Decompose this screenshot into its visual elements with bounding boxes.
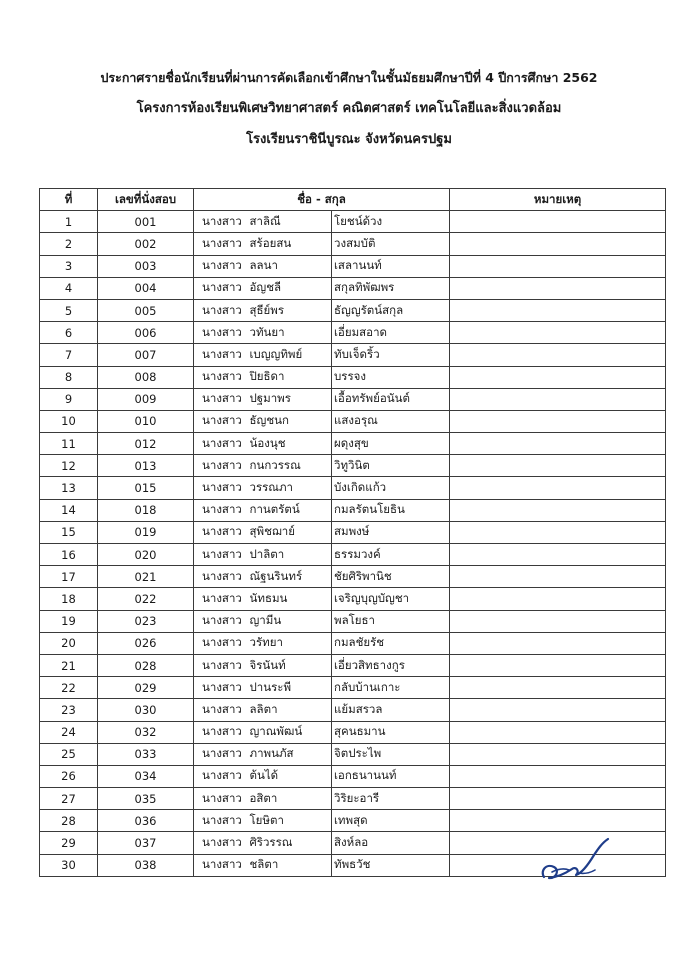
first-name: นัทธมน	[248, 588, 332, 610]
remarks-cell	[450, 366, 666, 388]
table-row	[40, 588, 666, 610]
seat-number: 030	[98, 699, 194, 721]
first-name: ชลิตา	[248, 854, 332, 876]
first-name: อัญชลี	[248, 277, 332, 299]
name-title: นางสาว	[194, 410, 248, 432]
document-header	[0, 62, 698, 155]
row-number: 5	[40, 299, 98, 321]
last-name: วิริยะอารี	[332, 788, 450, 810]
last-name: พลโยธา	[332, 610, 450, 632]
remarks-cell	[450, 499, 666, 521]
seat-number: 023	[98, 610, 194, 632]
first-name: วรรณภา	[248, 477, 332, 499]
name-title: นางสาว	[194, 433, 248, 455]
signature-mark	[538, 833, 610, 887]
first-name: น้องนุช	[248, 433, 332, 455]
remarks-cell	[450, 433, 666, 455]
name-title: นางสาว	[194, 765, 248, 787]
name-title: นางสาว	[194, 366, 248, 388]
name-title: นางสาว	[194, 477, 248, 499]
remarks-cell	[450, 610, 666, 632]
remarks-cell	[450, 344, 666, 366]
header-full-name: ชื่อ - สกุล	[194, 189, 450, 211]
program-name: โครงการห้องเรียนพิเศษวิทยาศาสตร์ คณิตศาสตร์ เทคโนโลยีและสิ่งแวดล้อม	[136, 101, 562, 116]
name-title: นางสาว	[194, 743, 248, 765]
remarks-cell	[450, 233, 666, 255]
first-name: วรัทยา	[248, 632, 332, 654]
name-title: นางสาว	[194, 788, 248, 810]
remarks-cell	[450, 211, 666, 233]
table-row	[40, 654, 666, 676]
seat-number: 038	[98, 854, 194, 876]
first-name: ปฐมาพร	[248, 388, 332, 410]
name-title: นางสาว	[194, 233, 248, 255]
first-name: อสิตา	[248, 788, 332, 810]
table-body	[40, 211, 666, 877]
table-row	[40, 477, 666, 499]
first-name: ญาณพัฒน์	[248, 721, 332, 743]
seat-number: 033	[98, 743, 194, 765]
last-name: เอี่ยวสิทธางกูร	[332, 654, 450, 676]
student-roster-table	[39, 188, 666, 877]
table-row	[40, 322, 666, 344]
remarks-cell	[450, 699, 666, 721]
seat-number: 035	[98, 788, 194, 810]
remarks-cell	[450, 743, 666, 765]
remarks-cell	[450, 765, 666, 787]
remarks-cell	[450, 477, 666, 499]
first-name: ปิยธิดา	[248, 366, 332, 388]
name-title: นางสาว	[194, 211, 248, 233]
remarks-cell	[450, 788, 666, 810]
table-row	[40, 499, 666, 521]
last-name: วิทูวินิต	[332, 455, 450, 477]
last-name: เทพสุด	[332, 810, 450, 832]
first-name: เบญญทิพย์	[248, 344, 332, 366]
row-number: 11	[40, 433, 98, 455]
last-name: ทัพธวัช	[332, 854, 450, 876]
first-name: ธัญชนก	[248, 410, 332, 432]
first-name: สาลิณี	[248, 211, 332, 233]
remarks-cell	[450, 654, 666, 676]
seat-number: 029	[98, 677, 194, 699]
last-name: บรรจง	[332, 366, 450, 388]
last-name: จิตประไพ	[332, 743, 450, 765]
table-row	[40, 677, 666, 699]
remarks-cell	[450, 632, 666, 654]
last-name: เอกธนานนท์	[332, 765, 450, 787]
table-row	[40, 721, 666, 743]
remarks-cell	[450, 299, 666, 321]
first-name: ภาพนภัส	[248, 743, 332, 765]
row-number: 8	[40, 366, 98, 388]
row-number: 1	[40, 211, 98, 233]
last-name: ธัญญรัตน์สกุล	[332, 299, 450, 321]
last-name: ทับเจ็ดริ้ว	[332, 344, 450, 366]
row-number: 15	[40, 521, 98, 543]
name-title: นางสาว	[194, 544, 248, 566]
first-name: ณัฐนรินทร์	[248, 566, 332, 588]
seat-number: 037	[98, 832, 194, 854]
table-row	[40, 521, 666, 543]
last-name: ผดุงสุข	[332, 433, 450, 455]
row-number: 20	[40, 632, 98, 654]
seat-number: 003	[98, 255, 194, 277]
seat-number: 007	[98, 344, 194, 366]
table-row	[40, 743, 666, 765]
name-title: นางสาว	[194, 455, 248, 477]
remarks-cell	[450, 521, 666, 543]
seat-number: 019	[98, 521, 194, 543]
name-title: นางสาว	[194, 588, 248, 610]
row-number: 26	[40, 765, 98, 787]
last-name: กมลรัตนโยธิน	[332, 499, 450, 521]
name-title: นางสาว	[194, 344, 248, 366]
seat-number: 028	[98, 654, 194, 676]
row-number: 25	[40, 743, 98, 765]
first-name: วทันยา	[248, 322, 332, 344]
first-name: จิรนันท์	[248, 654, 332, 676]
first-name: ต้นได้	[248, 765, 332, 787]
last-name: ชัยศิริพานิช	[332, 566, 450, 588]
seat-number: 013	[98, 455, 194, 477]
table-row	[40, 455, 666, 477]
table-header-row	[40, 189, 666, 211]
name-title: นางสาว	[194, 699, 248, 721]
last-name: สิงห์ลอ	[332, 832, 450, 854]
seat-number: 021	[98, 566, 194, 588]
first-name: ลลิตา	[248, 699, 332, 721]
last-name: วงสมบัติ	[332, 233, 450, 255]
seat-number: 009	[98, 388, 194, 410]
last-name: แสงอรุณ	[332, 410, 450, 432]
name-title: นางสาว	[194, 854, 248, 876]
first-name: ปาลิตา	[248, 544, 332, 566]
name-title: นางสาว	[194, 388, 248, 410]
table-row	[40, 255, 666, 277]
name-title: นางสาว	[194, 721, 248, 743]
first-name: ลลนา	[248, 255, 332, 277]
seat-number: 015	[98, 477, 194, 499]
header-remarks: หมายเหตุ	[450, 189, 666, 211]
seat-number: 005	[98, 299, 194, 321]
name-title: นางสาว	[194, 810, 248, 832]
name-title: นางสาว	[194, 255, 248, 277]
seat-number: 018	[98, 499, 194, 521]
table-row	[40, 299, 666, 321]
name-title: นางสาว	[194, 654, 248, 676]
first-name: สร้อยสน	[248, 233, 332, 255]
row-number: 27	[40, 788, 98, 810]
row-number: 16	[40, 544, 98, 566]
table-row	[40, 211, 666, 233]
row-number: 7	[40, 344, 98, 366]
row-number: 28	[40, 810, 98, 832]
first-name: ญามีน	[248, 610, 332, 632]
table-row	[40, 344, 666, 366]
last-name: สุคนธมาน	[332, 721, 450, 743]
table-row	[40, 544, 666, 566]
first-name: โยษิตา	[248, 810, 332, 832]
table-row	[40, 410, 666, 432]
name-title: นางสาว	[194, 566, 248, 588]
seat-number: 002	[98, 233, 194, 255]
remarks-cell	[450, 277, 666, 299]
name-title: นางสาว	[194, 521, 248, 543]
seat-number: 010	[98, 410, 194, 432]
name-title: นางสาว	[194, 677, 248, 699]
last-name: ธรรมวงค์	[332, 544, 450, 566]
remarks-cell	[450, 566, 666, 588]
seat-number: 008	[98, 366, 194, 388]
remarks-cell	[450, 544, 666, 566]
row-number: 12	[40, 455, 98, 477]
first-name: กนกวรรณ	[248, 455, 332, 477]
seat-number: 004	[98, 277, 194, 299]
header-no: ที่	[40, 189, 98, 211]
row-number: 2	[40, 233, 98, 255]
row-number: 17	[40, 566, 98, 588]
name-title: นางสาว	[194, 499, 248, 521]
remarks-cell	[450, 721, 666, 743]
first-name: สุธีย์พร	[248, 299, 332, 321]
row-number: 4	[40, 277, 98, 299]
last-name: กลับบ้านเกาะ	[332, 677, 450, 699]
row-number: 29	[40, 832, 98, 854]
remarks-cell	[450, 388, 666, 410]
row-number: 19	[40, 610, 98, 632]
header-seat-number: เลขที่นั่งสอบ	[98, 189, 194, 211]
row-number: 14	[40, 499, 98, 521]
seat-number: 034	[98, 765, 194, 787]
table-row	[40, 810, 666, 832]
last-name: เจริญบุญบัญชา	[332, 588, 450, 610]
remarks-cell	[450, 588, 666, 610]
remarks-cell	[450, 255, 666, 277]
seat-number: 026	[98, 632, 194, 654]
table-row	[40, 632, 666, 654]
remarks-cell	[450, 410, 666, 432]
last-name: สมพงษ์	[332, 521, 450, 543]
row-number: 9	[40, 388, 98, 410]
seat-number: 020	[98, 544, 194, 566]
seat-number: 036	[98, 810, 194, 832]
table-row	[40, 765, 666, 787]
first-name: ศิริวรรณ	[248, 832, 332, 854]
row-number: 22	[40, 677, 98, 699]
row-number: 23	[40, 699, 98, 721]
first-name: กานตรัตน์	[248, 499, 332, 521]
seat-number: 001	[98, 211, 194, 233]
name-title: นางสาว	[194, 322, 248, 344]
last-name: เอื้อทรัพย์อนันต์	[332, 388, 450, 410]
remarks-cell	[450, 455, 666, 477]
table-row	[40, 233, 666, 255]
table-row	[40, 366, 666, 388]
name-title: นางสาว	[194, 299, 248, 321]
seat-number: 006	[98, 322, 194, 344]
name-title: นางสาว	[194, 277, 248, 299]
seat-number: 012	[98, 433, 194, 455]
table-row	[40, 788, 666, 810]
row-number: 30	[40, 854, 98, 876]
last-name: เสลานนท์	[332, 255, 450, 277]
row-number: 10	[40, 410, 98, 432]
table-row	[40, 277, 666, 299]
first-name: สุพิชฌาย์	[248, 521, 332, 543]
row-number: 3	[40, 255, 98, 277]
row-number: 13	[40, 477, 98, 499]
first-name: ปานระพี	[248, 677, 332, 699]
row-number: 18	[40, 588, 98, 610]
table-row	[40, 699, 666, 721]
last-name: โยชน์ด้วง	[332, 211, 450, 233]
last-name: บังเกิดแก้ว	[332, 477, 450, 499]
name-title: นางสาว	[194, 610, 248, 632]
table-row	[40, 610, 666, 632]
seat-number: 032	[98, 721, 194, 743]
name-title: นางสาว	[194, 632, 248, 654]
row-number: 6	[40, 322, 98, 344]
school-name: โรงเรียนราชินีบูรณะ จังหวัดนครปฐม	[246, 132, 452, 147]
signature-flourish	[552, 869, 595, 873]
table-row	[40, 566, 666, 588]
remarks-cell	[450, 677, 666, 699]
last-name: สกุลทิพัฒพร	[332, 277, 450, 299]
table-row	[40, 433, 666, 455]
remarks-cell	[450, 810, 666, 832]
remarks-cell	[450, 322, 666, 344]
name-title: นางสาว	[194, 832, 248, 854]
last-name: กมลชัยรัช	[332, 632, 450, 654]
seat-number: 022	[98, 588, 194, 610]
last-name: เอี่ยมสอาด	[332, 322, 450, 344]
row-number: 21	[40, 654, 98, 676]
announcement-title: ประกาศรายชื่อนักเรียนที่ผ่านการคัดเลือกเข้าศึกษาในชั้นมัธยมศึกษาปีที่ 4 ปีการศึกษา 2562	[100, 70, 598, 85]
table-row	[40, 388, 666, 410]
row-number: 24	[40, 721, 98, 743]
last-name: แย้มสรวล	[332, 699, 450, 721]
